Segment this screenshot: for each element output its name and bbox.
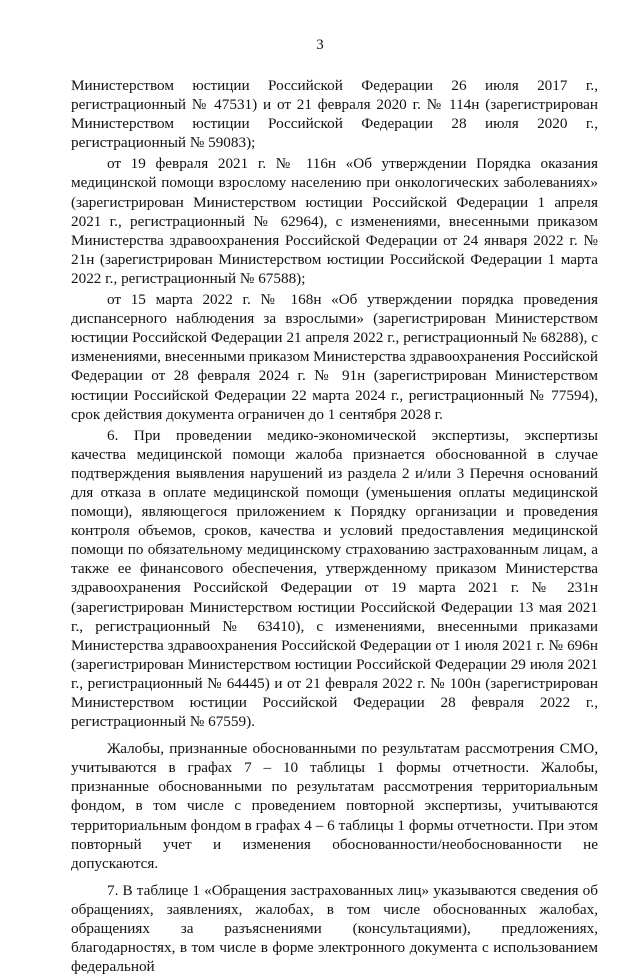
page-number: 3 xyxy=(316,37,324,53)
paragraph-continuation: Министерством юстиции Российской Федерации 26 июля 2017 г., регистрационный № 47531) и от 21 февраля 2020 г. № 114н (зарегистрирован Министерством юстиции Российской Федерации 28 июля 2020 г., регистрационный № 59083); xyxy=(71,77,598,152)
paragraph-item-6: 6. При проведении медико-экономической экспертизы, экспертизы качества медицинской помощи жалоба признается обоснованной в случае подтверждения выявления нарушений из раздела 2 и/или 3 Перечня оснований для отказа в оплате медицинской помощи (уменьшения оплаты медицинской помощи), являющегося приложением к Порядку организации и проведения контроля объемов, сроков, качества и условий предоставления медицинской помощи по обязательному медицинскому страхованию застрахованным лицам, а также ее финансового обеспечения, утвержденному приказом Министерства здравоохранения Российской Федерации от 19 марта 2021 г. № 231н (зарегистрирован Министерством юстиции Российской Федерации 13 мая 2021 г., регистрационный № 63410), с изменениями, внесенными приказами Министерства здравоохранения Российской Федерации от 1 июля 2021 г. № 696н (зарегистрирован Министерством юстиции Российской Федерации 29 июля 2021 г., регистрационный № 64445) и от 21 февраля 2022 г. № 100н (зарегистрирован Министерством юстиции Российской Федерации 28 февраля 2022 г., регистрационный № 67559). xyxy=(71,426,598,731)
document-body xyxy=(71,76,598,978)
paragraph-item-7: 7. В таблице 1 «Обращения застрахованных лиц» указываются сведения об обращениях, заявлениях, жалобах, в том числе обоснованных жалобах, обращениях за разъяснениями (консультациями), предложениях, благодарностях, в том числе в форме электронного документа с использованием федеральной xyxy=(71,881,598,976)
paragraph-complaints: Жалобы, признанные обоснованными по результатам рассмотрения СМО, учитываются в графах 7 – 10 таблицы 1 формы отчетности. Жалобы, признанные обоснованными по результатам рассмотрения территориальным фондом, в том числе с проведением повторной экспертизы, учитываются территориальным фондом в графах 4 – 6 таблицы 1 формы отчетности. При этом повторный учет и изменения обоснованности/необоснованности не допускаются. xyxy=(71,740,598,872)
paragraph-order-168n: от 15 марта 2022 г. № 168н «Об утверждении порядка проведения диспансерного наблюдения за взрослыми» (зарегистрирован Министерством юстиции Российской Федерации 21 апреля 2022 г., регистрационный № 68288), с изменениями, внесенными приказом Министерства здравоохранения Российской Федерации от 28 февраля 2024 г. № 91н (зарегистрирован Министерством юстиции Российской Федерации 22 марта 2024 г., регистрационный № 77594), срок действия документа ограничен до 1 сентября 2028 г. xyxy=(71,291,598,423)
paragraph-order-116n: от 19 февраля 2021 г. № 116н «Об утверждении Порядка оказания медицинской помощи взрослому населению при онкологических заболеваниях» (зарегистрирован Министерством юстиции Российской Федерации 1 апреля 2021 г., регистрационный № 62964), с изменениями, внесенными приказом Министерства здравоохранения Российской Федерации от 24 января 2022 г. № 21н (зарегистрирован Министерством юстиции Российской Федерации 1 марта 2022 г., регистрационный № 67588); xyxy=(71,155,598,287)
